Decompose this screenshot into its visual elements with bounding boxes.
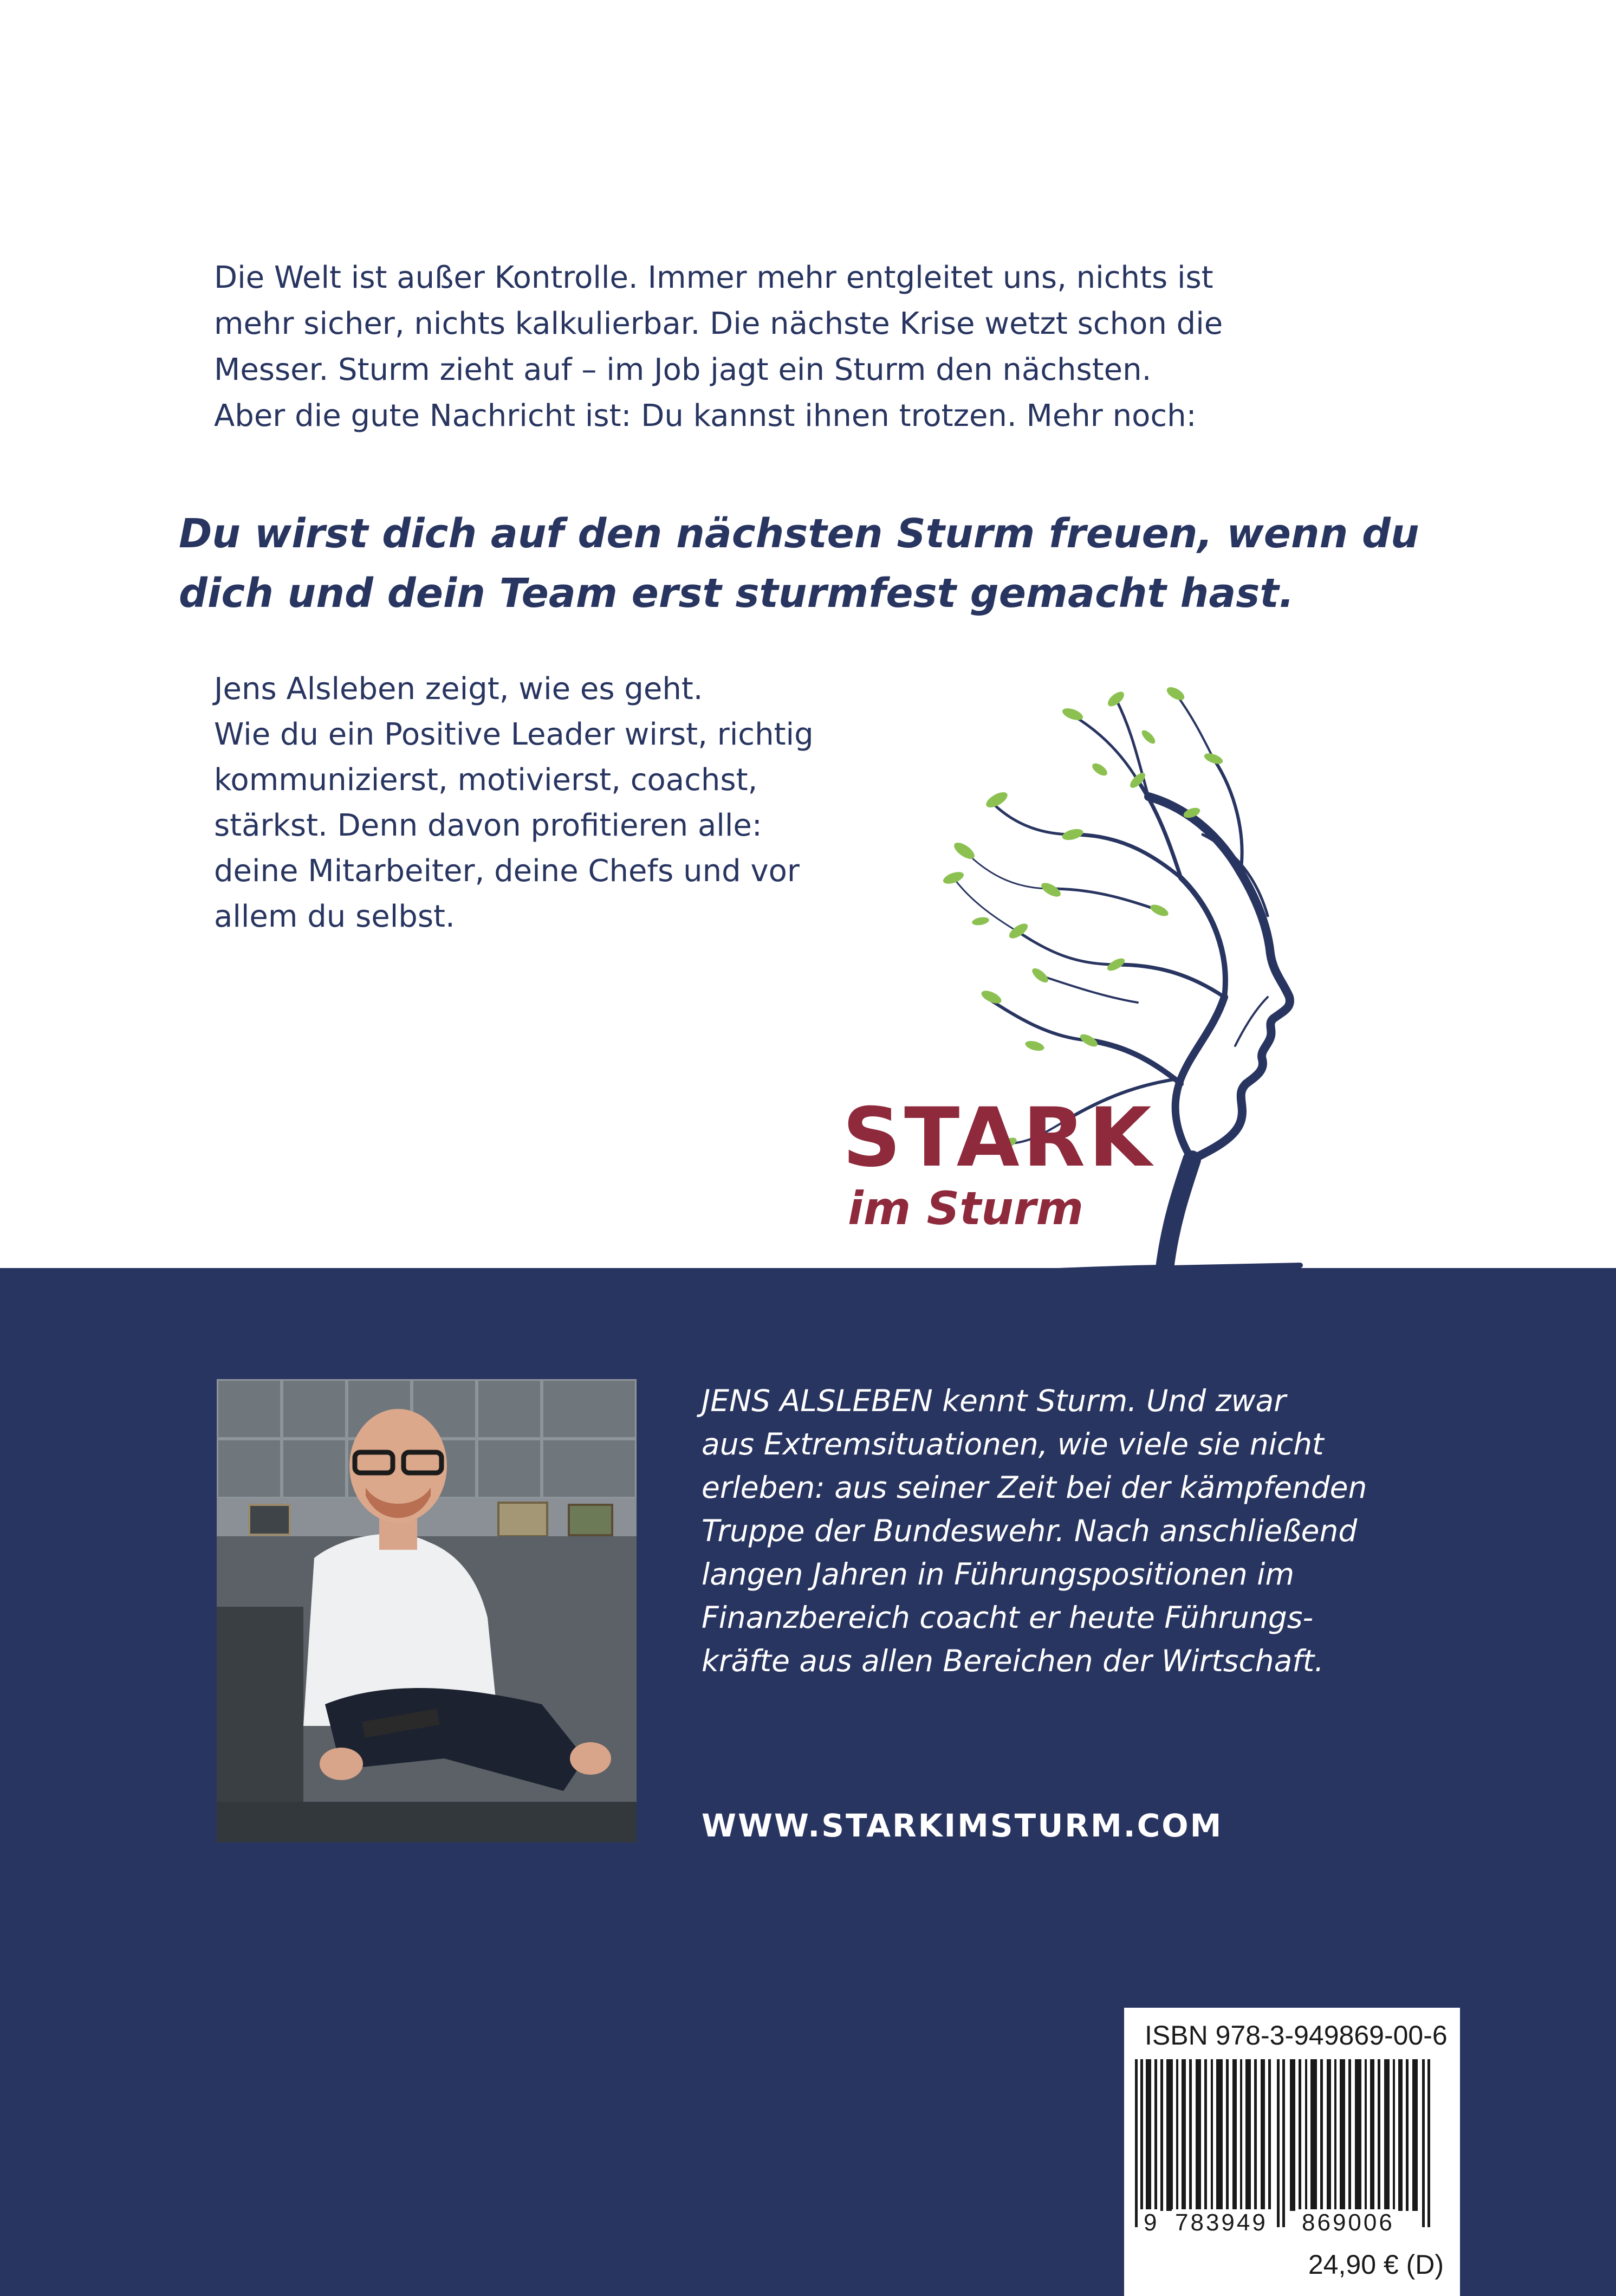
stark-im-sturm-logo bbox=[842, 1091, 1155, 1236]
bio-line: JENS ALSLEBEN kennt Sturm. Und zwar bbox=[702, 1383, 1286, 1418]
bio-line: Truppe der Bundeswehr. Nach anschließend bbox=[702, 1514, 1358, 1548]
barcode-digits-left: 783949 bbox=[1172, 2209, 1271, 2236]
author-photo-illustration-icon bbox=[217, 1379, 637, 1842]
bio-line: Finanzbereich coacht er heute Führungs- bbox=[702, 1600, 1314, 1635]
pitch-line: Jens Alsleben zeigt, wie es geht. bbox=[214, 671, 703, 707]
intro-line: Aber die gute Nachricht ist: Du kannst ihnen trotzen. Mehr noch: bbox=[214, 398, 1197, 434]
barcode-digit-first: 9 bbox=[1140, 2209, 1160, 2236]
author-bio bbox=[702, 1379, 1460, 1683]
intro-line: mehr sicher, nichts kalkulierbar. Die nächste Krise wetzt schon die bbox=[214, 306, 1223, 341]
highlight-line: Du wirst dich auf den nächsten Sturm freuen, wenn du bbox=[179, 510, 1419, 557]
pitch-line: allem du selbst. bbox=[214, 899, 455, 934]
intro-line: Messer. Sturm zieht auf – im Job jagt ein Sturm den nächsten. bbox=[214, 352, 1152, 387]
bio-line: erleben: aus seiner Zeit bei der kämpfenden bbox=[702, 1470, 1367, 1505]
pitch-line: deine Mitarbeiter, deine Chefs und vor bbox=[214, 853, 800, 889]
barcode-digits-right: 869006 bbox=[1299, 2209, 1398, 2236]
logo-subtitle: im Sturm bbox=[848, 1182, 1083, 1235]
bio-line: langen Jahren in Führungspositionen im bbox=[702, 1557, 1295, 1592]
website-link[interactable]: WWW.STARKIMSTURM.COM bbox=[702, 1807, 1223, 1844]
barcode-icon bbox=[1135, 2059, 1430, 2227]
pitch-line: kommunizierst, motivierst, coachst, bbox=[214, 762, 758, 798]
intro-paragraph bbox=[214, 255, 1379, 439]
pitch-line: Wie du ein Positive Leader wirst, richtig bbox=[214, 717, 814, 752]
pitch-paragraph bbox=[214, 667, 918, 940]
author-photo bbox=[217, 1379, 637, 1842]
bio-line: aus Extremsituationen, wie viele sie nicht bbox=[702, 1427, 1324, 1461]
bio-line: kräfte aus allen Bereichen der Wirtschaft. bbox=[702, 1644, 1324, 1678]
isbn-barcode-box bbox=[1124, 2008, 1460, 2296]
logo-title: STARK bbox=[842, 1091, 1155, 1185]
highlight-quote bbox=[179, 504, 1506, 623]
highlight-line: dich und dein Team erst sturmfest gemacht hast. bbox=[179, 570, 1294, 617]
price-label: 24,90 € (D) bbox=[1308, 2249, 1444, 2280]
intro-line: Die Welt ist außer Kontrolle. Immer mehr entgleitet uns, nichts ist bbox=[214, 260, 1213, 295]
isbn-number: ISBN 978-3-949869-00-6 bbox=[1145, 2020, 1448, 2051]
pitch-line: stärkst. Denn davon profitieren alle: bbox=[214, 808, 762, 843]
